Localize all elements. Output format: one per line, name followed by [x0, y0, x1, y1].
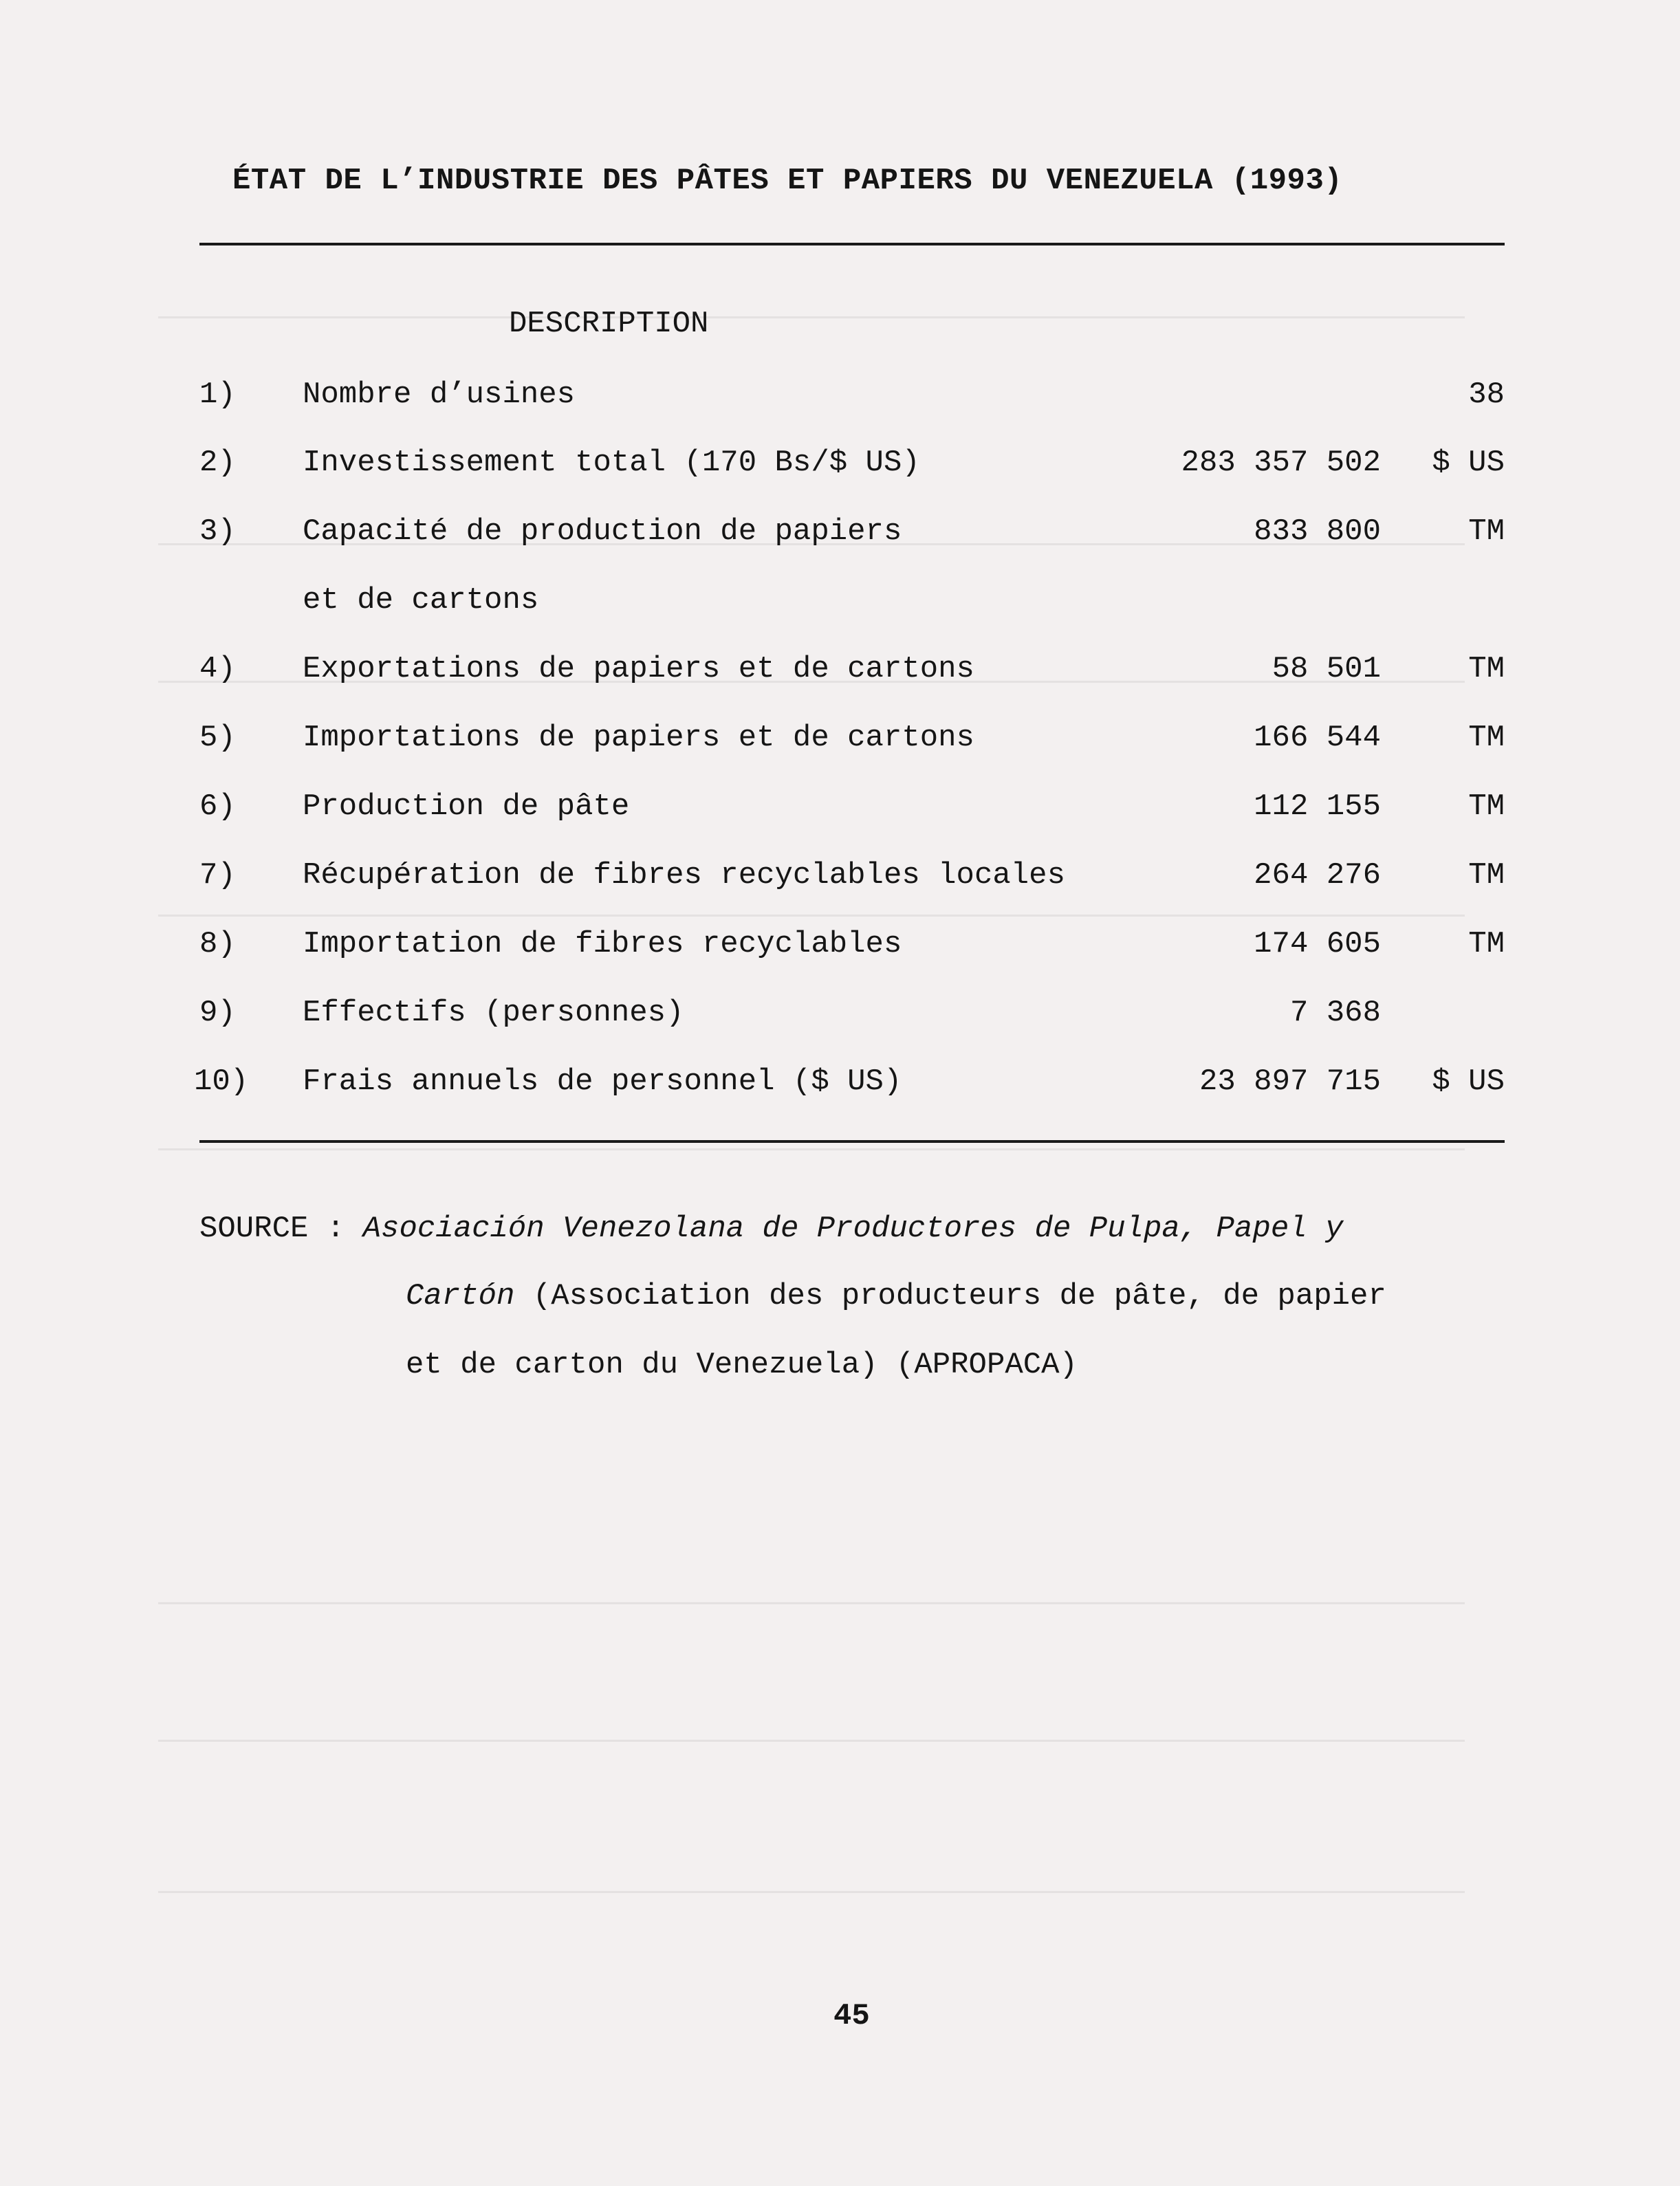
- row-description: Production de pâte: [303, 789, 630, 824]
- row-unit: TM: [1468, 514, 1505, 549]
- row-value: 264 276: [1254, 858, 1381, 893]
- bottom-rule: [199, 1140, 1505, 1143]
- table-row: [199, 446, 1505, 487]
- row-description: Récupération de fibres recyclables locales: [303, 858, 1065, 893]
- row-description: Nombre d’usines: [303, 378, 576, 412]
- row-number: 5): [199, 721, 236, 755]
- row-number: 6): [199, 789, 236, 824]
- row-unit: TM: [1468, 858, 1505, 893]
- source-organization-name: Asociación Venezolana de Productores de Pulpa, Papel y: [362, 1212, 1344, 1246]
- table-row: [199, 378, 1505, 419]
- row-description: Investissement total (170 Bs/$ US): [303, 446, 920, 480]
- table-row: [199, 652, 1505, 693]
- row-description-continuation: et de cartons: [303, 583, 539, 617]
- top-rule: [199, 243, 1505, 245]
- row-value: 7 368: [1289, 996, 1381, 1030]
- table-row: [199, 858, 1505, 899]
- row-unit: $ US: [1432, 1064, 1505, 1099]
- table-row: [199, 514, 1505, 556]
- row-number: 1): [199, 378, 236, 412]
- row-number: 10): [194, 1064, 249, 1099]
- source-line-1: [199, 1212, 1343, 1246]
- row-value: 174 605: [1254, 927, 1381, 961]
- row-unit: TM: [1468, 789, 1505, 824]
- source-line-3: et de carton du Venezuela) (APROPACA): [406, 1348, 1078, 1382]
- row-value: 112 155: [1254, 789, 1381, 824]
- source-line-2: [406, 1279, 1386, 1313]
- row-value: 38: [1468, 378, 1505, 412]
- row-description: Capacité de production de papiers: [303, 514, 902, 549]
- row-number: 2): [199, 446, 236, 480]
- source-label: SOURCE :: [199, 1212, 345, 1246]
- table-row: [194, 1064, 1505, 1106]
- table-row: [199, 927, 1505, 968]
- row-unit: TM: [1468, 927, 1505, 961]
- row-unit: TM: [1468, 652, 1505, 686]
- row-number: 7): [199, 858, 236, 893]
- row-value: 283 357 502: [1181, 446, 1381, 480]
- row-description: Importations de papiers et de cartons: [303, 721, 974, 755]
- row-value: 833 800: [1254, 514, 1381, 549]
- row-value: 23 897 715: [1199, 1064, 1381, 1099]
- row-description: Frais annuels de personnel ($ US): [303, 1064, 902, 1099]
- row-unit: TM: [1468, 721, 1505, 755]
- row-number: 3): [199, 514, 236, 549]
- row-description: Exportations de papiers et de cartons: [303, 652, 974, 686]
- page-number: 45: [833, 1999, 870, 2033]
- table-row: [199, 996, 1505, 1037]
- source-organization-name-cont: Cartón: [406, 1279, 515, 1313]
- document-title: ÉTAT DE L’INDUSTRIE DES PÂTES ET PAPIERS DU VENEZUELA (1993): [232, 164, 1343, 198]
- source-translation: (Association des producteurs de pâte, de papier: [514, 1279, 1386, 1313]
- row-description: Importation de fibres recyclables: [303, 927, 902, 961]
- row-number: 8): [199, 927, 236, 961]
- table-row: [199, 789, 1505, 831]
- row-description: Effectifs (personnes): [303, 996, 684, 1030]
- bleed-through-marks: [158, 158, 1520, 1946]
- column-header-description: DESCRIPTION: [509, 307, 709, 341]
- row-unit: $ US: [1432, 446, 1505, 480]
- row-number: 4): [199, 652, 236, 686]
- row-value: 166 544: [1254, 721, 1381, 755]
- table-row: [199, 721, 1505, 762]
- row-number: 9): [199, 996, 236, 1030]
- row-value: 58 501: [1272, 652, 1381, 686]
